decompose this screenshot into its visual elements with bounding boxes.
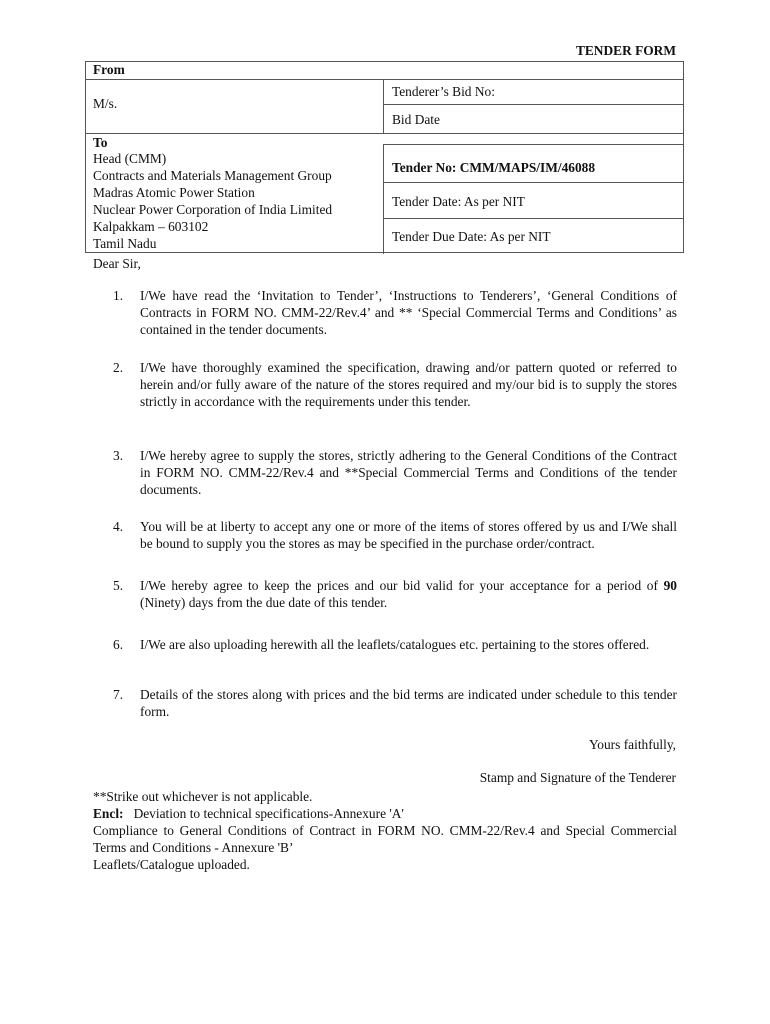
ms-label: M/s. — [93, 96, 118, 111]
address-line: Head (CMM) — [93, 151, 167, 166]
item-text: I/We have thoroughly examined the specification, drawing and/or pattern quoted or referred to herein and/or fully aware of the nature of the stores required and my/our bid is to supply the stores strictly in accordance with the requirements under this tender. — [140, 360, 677, 409]
list-item — [113, 359, 677, 410]
item-text: You will be at liberty to accept any one or more of the items of stores offered by us and I/We shall be bound to supply you the stores as may be specified in the purchase order/contract. — [140, 519, 677, 551]
header-divider — [383, 104, 683, 105]
address-line: Contracts and Materials Management Group — [93, 168, 332, 183]
item-text: I/We have read the ‘Invitation to Tender’, ‘Instructions to Tenderers’, ‘General Conditions of Contracts in FORM NO. CMM-22/Rev.4’ and ** ‘Special Commercial Terms and Conditions’ as contained in the tender documents. — [140, 288, 677, 337]
list-item — [113, 636, 677, 653]
address-line: Tamil Nadu — [93, 236, 157, 251]
header-divider — [383, 182, 683, 183]
bid-no-label: Tenderer’s Bid No: — [392, 84, 495, 99]
header-divider — [86, 79, 683, 80]
item-number: 7. — [113, 687, 124, 702]
item-text — [140, 577, 677, 611]
item-number: 5. — [113, 578, 124, 593]
list-item — [113, 686, 677, 720]
item-text: I/We are also uploading herewith all the leaflets/catalogues etc. pertaining to the stores offered. — [140, 637, 650, 652]
enclosure-line — [93, 805, 677, 822]
item-number: 4. — [113, 519, 124, 534]
address-line: Madras Atomic Power Station — [93, 185, 255, 200]
header-divider — [383, 144, 384, 254]
closing: Yours faithfully, — [588, 737, 676, 752]
address-line: Kalpakkam – 603102 — [93, 219, 209, 234]
item-text: Details of the stores along with prices and the bid terms are indicated under schedule to this tender form. — [140, 687, 677, 719]
form-title: TENDER FORM — [575, 43, 676, 58]
item-text: I/We hereby agree to supply the stores, strictly adhering to the General Conditions of the Contract in FORM NO. CMM-22/Rev.4 and **Special Commercial Terms and Conditions of the tender documents. — [140, 448, 677, 497]
bid-date-label: Bid Date — [392, 112, 440, 127]
list-item — [113, 518, 677, 552]
to-label: To — [93, 135, 108, 150]
leaflets-line: Leaflets/Catalogue uploaded. — [93, 857, 250, 872]
tender-number: Tender No: CMM/MAPS/IM/46088 — [392, 160, 596, 175]
item-text-part: (Ninety) days from the due date of this tender. — [140, 595, 388, 610]
item-text-part: I/We hereby agree to keep the prices and our bid valid for your acceptance for a period of — [140, 578, 664, 593]
header-divider — [86, 133, 683, 134]
tender-due-date: Tender Due Date: As per NIT — [392, 229, 551, 244]
signature-label: Stamp and Signature of the Tenderer — [479, 770, 676, 785]
strike-note: **Strike out whichever is not applicable. — [93, 789, 313, 804]
header-divider — [383, 79, 384, 133]
header-divider — [383, 218, 683, 219]
item-number: 3. — [113, 448, 124, 463]
tender-date: Tender Date: As per NIT — [392, 194, 525, 209]
header-table — [85, 61, 684, 253]
item-number: 2. — [113, 360, 124, 375]
encl-text: Deviation to technical specifications-Annexure 'A' — [133, 806, 404, 821]
address-line: Nuclear Power Corporation of India Limited — [93, 202, 333, 217]
from-label: From — [93, 62, 125, 77]
list-item — [113, 287, 677, 338]
header-divider — [383, 144, 683, 145]
compliance-line: Compliance to General Conditions of Contract in FORM NO. CMM-22/Rev.4 and Special Commercial Terms and Conditions - Annexure 'B’ — [93, 823, 677, 855]
item-number: 1. — [113, 288, 124, 303]
validity-days: 90 — [663, 578, 677, 593]
salutation: Dear Sir, — [93, 256, 141, 271]
encl-label: Encl: — [93, 806, 124, 821]
list-item — [113, 577, 677, 611]
item-number: 6. — [113, 637, 124, 652]
list-item — [113, 447, 677, 498]
